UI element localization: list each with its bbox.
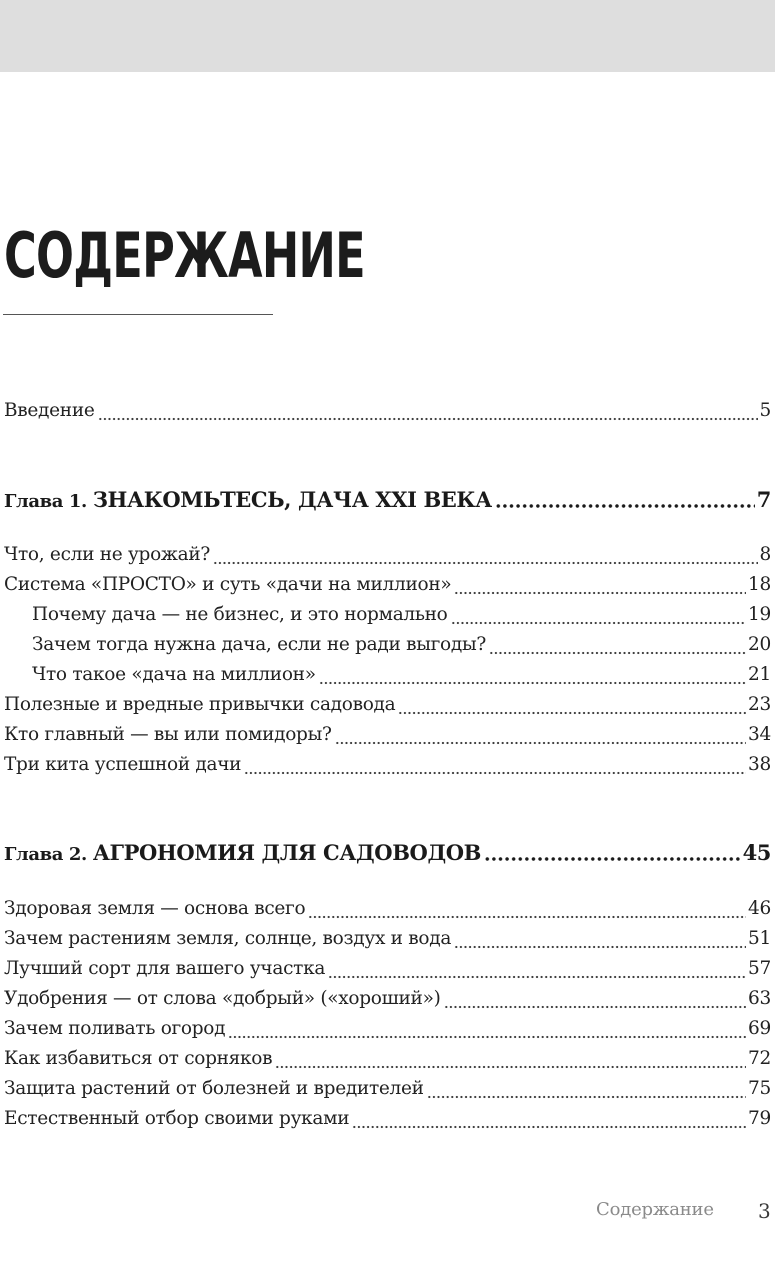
toc-entry-page: 18	[748, 574, 771, 595]
toc-entry-page: 63	[748, 988, 771, 1009]
toc-entry-page: 79	[748, 1108, 771, 1129]
dot-leader	[495, 503, 755, 509]
page-title: СОДЕРЖАНИЕ	[4, 219, 365, 292]
toc-subentry	[32, 604, 771, 634]
toc-entry-title: Что, если не урожай?	[4, 544, 211, 565]
toc-entry-page: 38	[748, 754, 771, 775]
toc-subentry	[32, 634, 771, 664]
toc-entry	[4, 1108, 771, 1138]
chapter-page: 45	[742, 840, 771, 865]
dot-leader	[308, 914, 746, 920]
toc-entry-title: Здоровая земля — основа всего	[4, 898, 306, 919]
toc-entry	[4, 958, 771, 988]
dot-leader	[244, 770, 746, 776]
toc-entry-page: 23	[748, 694, 771, 715]
chapter-number: Глава 1.	[4, 491, 87, 512]
toc-entry-title: Система «ПРОСТО» и суть «дачи на миллион»	[4, 574, 452, 595]
top-gray-band	[0, 0, 775, 72]
toc-entry-title: Естественный отбор своими руками	[4, 1108, 350, 1129]
dot-leader	[454, 590, 746, 596]
toc-chapter-1	[4, 487, 771, 517]
toc-entry-title: Зачем тогда нужна дача, если не ради выгоды?	[32, 634, 486, 655]
toc-entry-page: 46	[748, 898, 771, 919]
dot-leader	[454, 944, 746, 950]
chapter-title: ЗНАКОМЬТЕСЬ, ДАЧА XXI ВЕКА	[92, 487, 492, 512]
toc-entry-title: Удобрения — от слова «добрый» («хороший»)	[4, 988, 441, 1009]
toc-entry-page: 72	[748, 1048, 771, 1069]
dot-leader	[489, 650, 746, 656]
toc-entry-page: 69	[748, 1018, 771, 1039]
toc-entry	[4, 898, 771, 928]
toc-entry-title: Кто главный — вы или помидоры?	[4, 724, 332, 745]
toc-entry-title: Как избавиться от сорняков	[4, 1048, 273, 1069]
title-underline	[3, 314, 273, 315]
toc-entry	[4, 1018, 771, 1048]
dot-leader	[427, 1094, 746, 1100]
toc-entry	[4, 988, 771, 1018]
dot-leader	[352, 1124, 746, 1130]
toc-chapter-2	[4, 840, 771, 870]
dot-leader	[444, 1004, 747, 1010]
chapter-number: Глава 2.	[4, 844, 87, 865]
toc-entry-page: 5	[759, 400, 771, 421]
dot-leader	[398, 710, 746, 716]
toc-entry	[4, 574, 771, 604]
toc-entry-introduction	[4, 400, 771, 430]
toc-entry-title: Почему дача — не бизнес, и это нормально	[32, 604, 448, 625]
dot-leader	[451, 620, 747, 626]
toc-entry	[4, 754, 771, 784]
toc-entry	[4, 544, 771, 574]
toc-entry-title: Введение	[4, 400, 95, 421]
toc-entry-page: 19	[748, 604, 771, 625]
toc-entry	[4, 1078, 771, 1108]
toc-entry-page: 57	[748, 958, 771, 979]
dot-leader	[319, 680, 746, 686]
toc-entry-page: 75	[748, 1078, 771, 1099]
chapter-page: 7	[756, 487, 771, 512]
toc-entry	[4, 724, 771, 754]
toc-entry-page: 8	[759, 544, 771, 565]
toc-entry-page: 51	[748, 928, 771, 949]
dot-leader	[328, 974, 746, 980]
toc-entry-page: 20	[748, 634, 771, 655]
chapter-title: АГРОНОМИЯ ДЛЯ САДОВОДОВ	[92, 840, 481, 865]
toc-entry-title: Защита растений от болезней и вредителей	[4, 1078, 424, 1099]
toc-entry-title: Лучший сорт для вашего участка	[4, 958, 326, 979]
toc-entry-page: 34	[748, 724, 771, 745]
dot-leader	[335, 740, 746, 746]
dot-leader	[213, 560, 757, 566]
toc-entry-title: Что такое «дача на миллион»	[32, 664, 316, 685]
toc-entry	[4, 928, 771, 958]
toc-entry-title: Три кита успешной дачи	[4, 754, 242, 775]
toc-entry	[4, 1048, 771, 1078]
toc-entry-title: Зачем растениям земля, солнце, воздух и вода	[4, 928, 452, 949]
dot-leader	[275, 1064, 746, 1070]
dot-leader	[228, 1034, 746, 1040]
dot-leader	[98, 416, 758, 422]
toc-entry-title: Зачем поливать огород	[4, 1018, 226, 1039]
page-number: 3	[758, 1199, 771, 1223]
toc-entry-page: 21	[748, 664, 771, 685]
running-title: Содержание	[596, 1199, 714, 1220]
toc-entry-title: Полезные и вредные привычки садовода	[4, 694, 396, 715]
dot-leader	[484, 856, 741, 862]
toc-subentry	[32, 664, 771, 694]
toc-entry	[4, 694, 771, 724]
